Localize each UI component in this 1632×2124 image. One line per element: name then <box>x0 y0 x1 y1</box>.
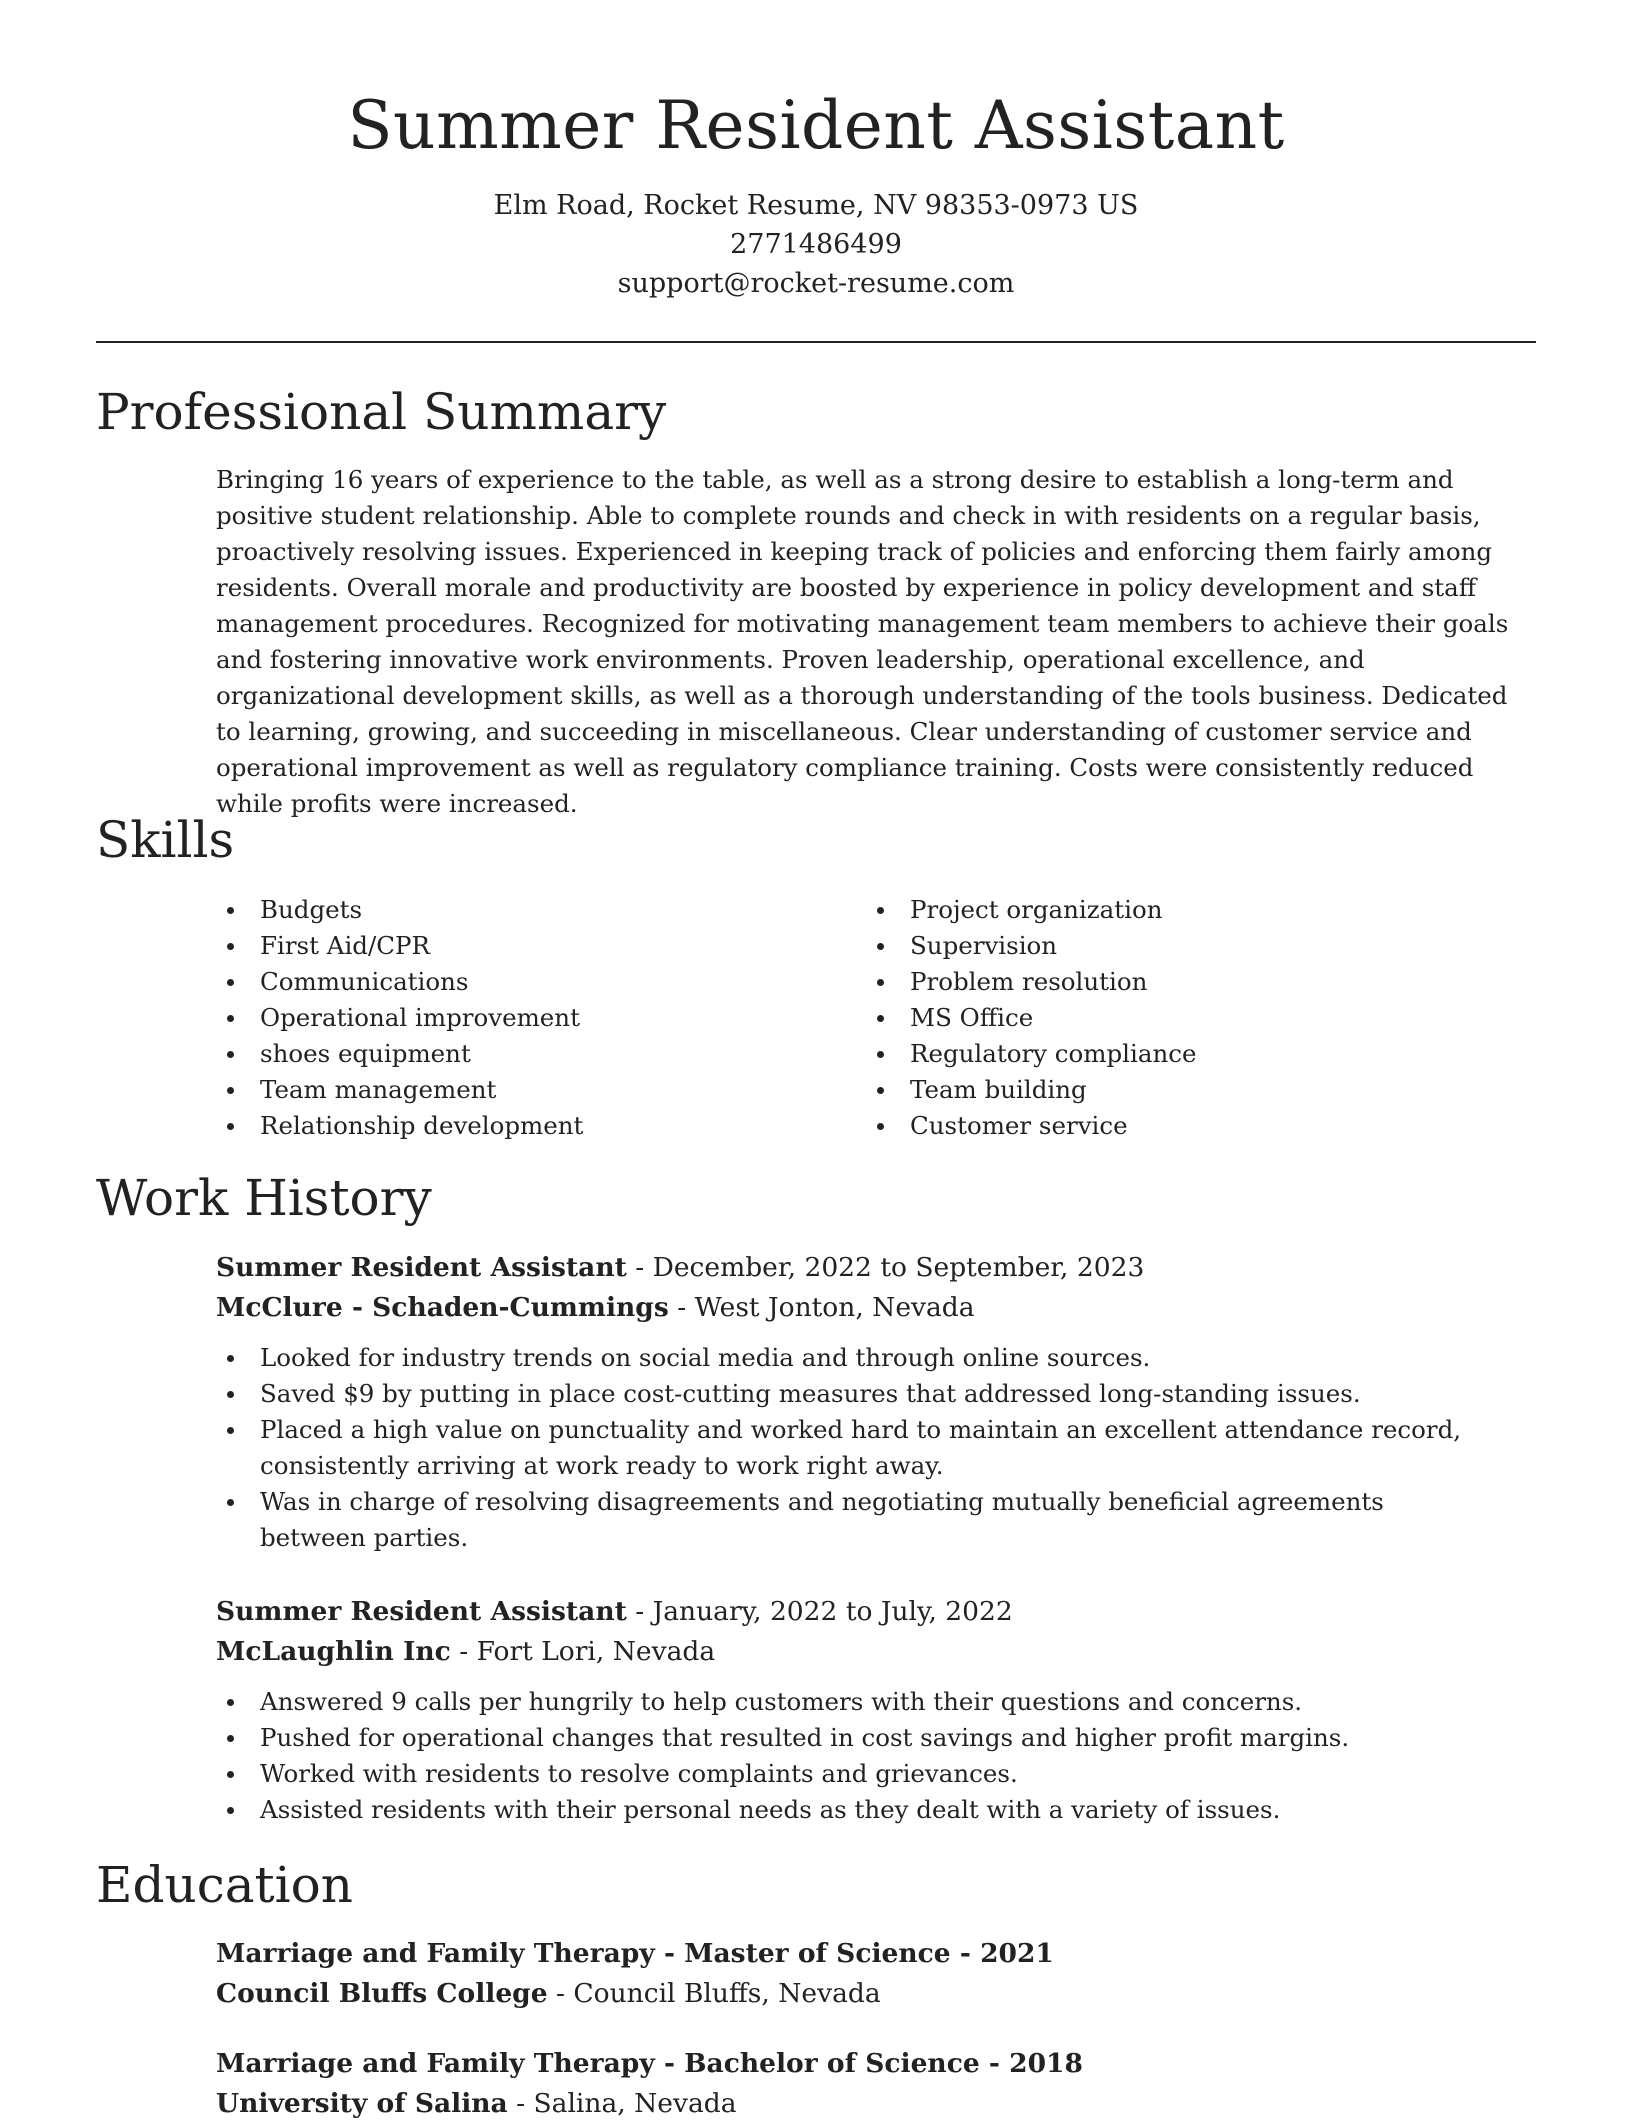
job-duty: Worked with residents to resolve complaints and grievances. <box>216 1756 1476 1792</box>
education-entry <box>216 2044 1516 2124</box>
skills-list-right <box>866 892 1486 1144</box>
education-location: - Council Bluffs, Nevada <box>547 1978 881 2009</box>
section-title-summary: Professional Summary <box>96 383 667 441</box>
skill-item: Project organization <box>866 892 1486 928</box>
job-dates: - January, 2022 to July, 2022 <box>626 1596 1013 1627</box>
email-address: support@rocket-resume.com <box>617 268 1015 299</box>
job-company: McLaughlin Inc <box>216 1636 451 1667</box>
job-title-line <box>216 1592 1516 1632</box>
education-degree: Marriage and Family Therapy - Master of Science - 2021 <box>216 1938 1054 1969</box>
phone-number: 2771486499 <box>730 229 902 260</box>
job-duty: Assisted residents with their personal needs as they dealt with a variety of issues. <box>216 1792 1476 1828</box>
skill-item: Supervision <box>866 928 1486 964</box>
education-location: - Salina, Nevada <box>507 2088 737 2119</box>
job-duties <box>216 1684 1476 1828</box>
skill-item: Team management <box>216 1072 836 1108</box>
skill-item: Relationship development <box>216 1108 836 1144</box>
skill-item: Budgets <box>216 892 836 928</box>
job-location: - West Jonton, Nevada <box>668 1292 975 1323</box>
job-position: Summer Resident Assistant <box>216 1596 627 1627</box>
section-title-work-history: Work History <box>96 1169 432 1227</box>
job-duty: Was in charge of resolving disagreements and negotiating mutually beneficial agreements between parties. <box>216 1484 1476 1556</box>
resume-header <box>96 80 1536 303</box>
skill-item: MS Office <box>866 1000 1486 1036</box>
job-title-line <box>216 1248 1516 1288</box>
skills-list-left <box>216 892 836 1144</box>
job-location: - Fort Lori, Nevada <box>450 1636 716 1667</box>
job-duty: Answered 9 calls per hungrily to help customers with their questions and concerns. <box>216 1684 1476 1720</box>
job-duty: Saved $9 by putting in place cost-cutting measures that addressed long-standing issues. <box>216 1376 1476 1412</box>
education-school-line <box>216 2084 1516 2124</box>
education-entry <box>216 1934 1516 2014</box>
skill-item: Operational improvement <box>216 1000 836 1036</box>
candidate-name: Summer Resident Assistant <box>347 87 1285 164</box>
work-entry <box>216 1592 1516 1828</box>
job-company: McClure - Schaden-Cummings <box>216 1292 669 1323</box>
skill-item: Problem resolution <box>866 964 1486 1000</box>
skill-item: Team building <box>866 1072 1486 1108</box>
education-school: Council Bluffs College <box>216 1978 548 2009</box>
header-divider <box>96 341 1536 343</box>
job-duty: Placed a high value on punctuality and worked hard to maintain an excellent attendance record, consistently arriving at work ready to work right away. <box>216 1412 1476 1484</box>
skill-item: Customer service <box>866 1108 1486 1144</box>
job-duties <box>216 1340 1476 1556</box>
job-company-line <box>216 1288 1516 1328</box>
work-entry <box>216 1248 1516 1556</box>
summary-text: Bringing 16 years of experience to the table, as well as a strong desire to establish a long-term and positive student relationship. Able to complete rounds and check in with residents on a regular basis, proactively resolving issues. Experienced in keeping track of policies and enforcing them fairly among residents. Overall morale and productivity are boosted by experience in policy development and staff management procedures. Recognized for motivating management team members to achieve their goals and fostering innovative work environments. Proven leadership, operational excellence, and organizational development skills, as well as a thorough understanding of the tools business. Dedicated to learning, growing, and succeeding in miscellaneous. Clear understanding of customer service and operational improvement as well as regulatory compliance training. Costs were consistently reduced while profits were increased. <box>216 465 1509 818</box>
skill-item: Regulatory compliance <box>866 1036 1486 1072</box>
education-school: University of Salina <box>216 2088 508 2119</box>
section-title-education: Education <box>96 1856 353 1914</box>
job-duty: Pushed for operational changes that resulted in cost savings and higher profit margins. <box>216 1720 1476 1756</box>
address: Elm Road, Rocket Resume, NV 98353-0973 US <box>493 190 1139 221</box>
skill-item: shoes equipment <box>216 1036 836 1072</box>
job-duty: Looked for industry trends on social media and through online sources. <box>216 1340 1476 1376</box>
job-dates: - December, 2022 to September, 2023 <box>626 1252 1145 1283</box>
skill-item: First Aid/CPR <box>216 928 836 964</box>
skill-item: Communications <box>216 964 836 1000</box>
job-position: Summer Resident Assistant <box>216 1252 627 1283</box>
contact-info <box>96 186 1536 303</box>
education-school-line <box>216 1974 1516 2014</box>
education-degree: Marriage and Family Therapy - Bachelor of Science - 2018 <box>216 2048 1083 2079</box>
job-company-line <box>216 1632 1516 1672</box>
section-title-skills: Skills <box>96 811 235 869</box>
